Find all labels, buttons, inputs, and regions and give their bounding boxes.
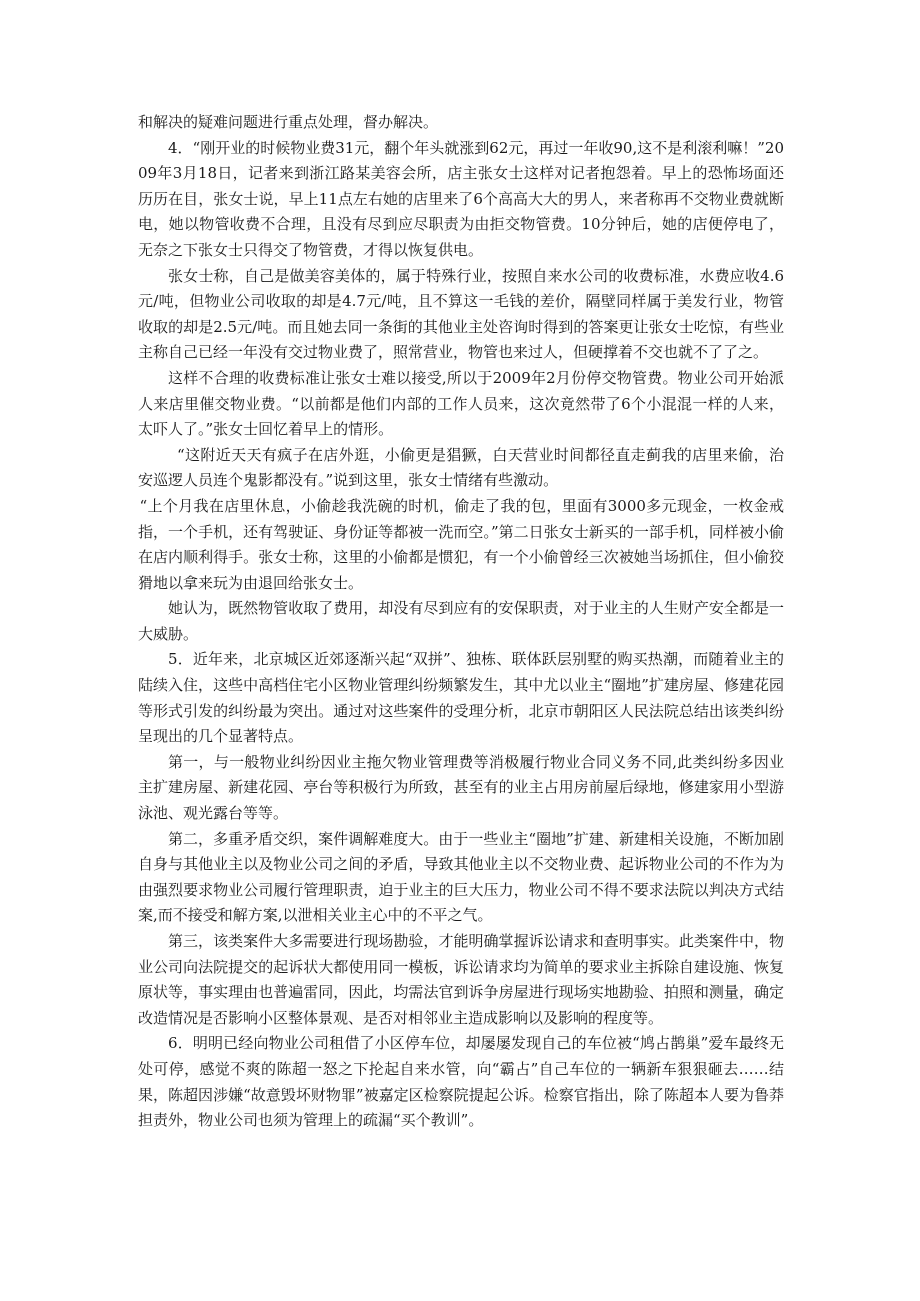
paragraph-security-complaint: “这附近天天有疯子在店外逛，小偷更是猖獗，白天营业时间都径直走蓟我的店里来偷，治安巡逻人员连个鬼影都没有。”说到这里，张女士情绪有些激动。: [138, 445, 784, 490]
paragraph-stop-payment: 这样不合理的收费标准让张女士难以接受,所以于2009年2月份停交物管费。物业公司开始派人来店里催交物业费。“以前都是他们内部的工作人员来，这次竟然带了6个小混混一样的人来，太吓人了。”张女士回忆着早上的情形。: [138, 368, 784, 439]
paragraph-case-4: 4．“刚开业的时候物业费31元，翻个年头就涨到62元，再过一年收90,这不是利滚利嘛！”2009年3月18日，记者来到浙江路某美容会所，店主张女士这样对记者抱怨着。早上的恐怖场面还历历在目，张女士说，早上11点左右她的店里来了6个高高大大的男人，来者称再不交物业费就断电，她以物管收费不合理，且没有尽到应尽职责为由拒交物管费。10分钟后，她的店便停电了，无奈之下张女士只得交了物管费，才得以恢复供电。: [138, 138, 784, 259]
document-body: [138, 110, 784, 1134]
paragraph-opinion: 她认为，既然物管收取了费用，却没有尽到应有的安保职责，对于业主的人生财产安全都是一大威胁。: [138, 599, 784, 643]
paragraph-water-fee: 张女士称，自己是做美容美体的，属于特殊行业，按照自来水公司的收费标准，水费应收4.6元/吨，但物业公司收取的却是4.7元/吨，且不算这一毛钱的差价，隔壁同样属于美发行业，物管收取的却是2.5元/吨。而且她去同一条街的其他业主处咨询时得到的答案更让张女士吃惊，有些业主称自己已经一年没有交过物业费了，照常营业，物管也来过人，但硬撑着不交也就不了了之。: [138, 266, 784, 362]
paragraph-point-3: 第三，该类案件大多需要进行现场勘验，才能明确掌握诉讼请求和查明事实。此类案件中，物业公司向法院提交的起诉状大都使用同一模板，诉讼请求均为简单的要求业主拆除自建设施、恢复原状等，事实理由也普遍雷同，因此，均需法官到诉争房屋进行现场实地勘验、拍照和测量，确定改造情况是否影响小区整体景观、是否对相邻业主造成影响以及影响的程度等。: [138, 932, 784, 1027]
paragraph-point-2: 第二，多重矛盾交织，案件调解难度大。由于一些业主“圈地”扩建、新建相关设施，不断加剧自身与其他业主以及物业公司之间的矛盾，导致其他业主以不交物业费、起诉物业公司的不作为为由强烈要求物业公司履行管理职责，迫于业主的巨大压力，物业公司不得不要求法院以判决方式结案,而不接受和解方案,以泄相关业主心中的不平之气。: [138, 829, 784, 925]
paragraph-continuation: 和解决的疑难问题进行重点处理，督办解决。: [138, 113, 439, 131]
paragraph-theft: “上个月我在店里休息，小偷趁我洗碗的时机，偷走了我的包，里面有3000多元现金，一枚金戒指，一个手机，还有驾驶证、身份证等都被一洗而空。”第二日张女士新买的一部手机，同样被小偷在店内顺利得手。张女士称，这里的小偷都是惯犯，有一个小偷曾经三次被她当场抓住，但小偷狡猾地以拿来玩为由退回给张女士。: [138, 496, 784, 592]
paragraph-case-6: 6．明明已经向物业公司租借了小区停车位，却屡屡发现自己的车位被“鸠占鹊巢”爱车最终无处可停，感觉不爽的陈超一怒之下抡起自来水管，向“霸占”自己车位的一辆新车狠狠砸去……结果，陈超因涉嫌“故意毁坏财物罪”被嘉定区检察院提起公诉。检察官指出，除了陈超本人要为鲁莽担责外，物业公司也须为管理上的疏漏“买个教训”。: [138, 1034, 784, 1130]
paragraph-case-5: 5．近年来，北京城区近郊逐渐兴起“双拼”、独栋、联体跃层别墅的购买热潮，而随着业主的陆续入住，这些中高档住宅小区物业管理纠纷频繁发生，其中尤以业主“圈地”扩建房屋、修建花园等形式引发的纠纷最为突出。通过对这些案件的受理分析，北京市朝阳区人民法院总结出该类纠纷呈现出的几个显著特点。: [138, 650, 784, 746]
paragraph-point-1: 第一，与一般物业纠纷因业主拖欠物业管理费等消极履行物业合同义务不同,此类纠纷多因业主扩建房屋、新建花园、亭台等积极行为所致，甚至有的业主占用房前屋后绿地，修建家用小型游泳池、观光露台等等。: [138, 752, 784, 823]
